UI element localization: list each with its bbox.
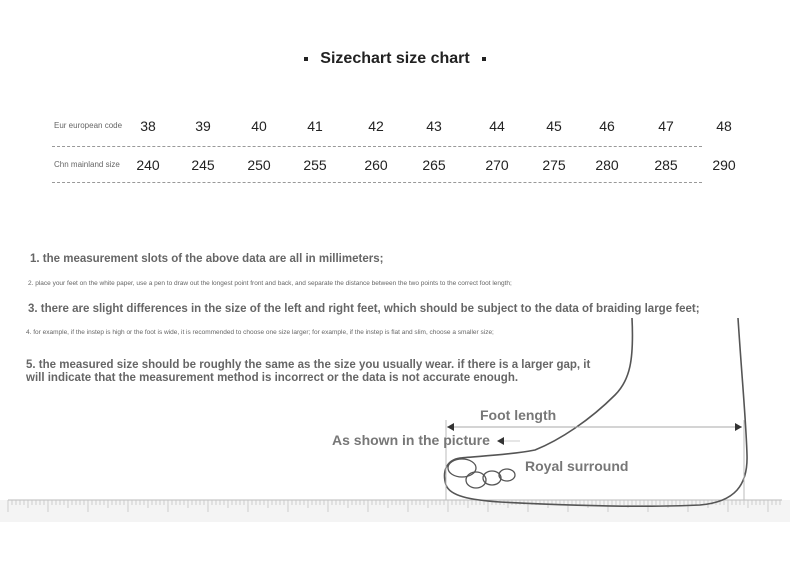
arrow-right-icon xyxy=(735,423,742,431)
chn-size-cell: 255 xyxy=(303,157,327,173)
eur-size-cell: 39 xyxy=(195,118,211,134)
chn-size-cell: 270 xyxy=(485,157,509,173)
chart-title-text: Sizechart size chart xyxy=(320,50,470,67)
chn-size-cell: 265 xyxy=(422,157,446,173)
eur-size-cell: 48 xyxy=(716,118,732,134)
arrow-left-icon xyxy=(497,437,504,445)
chn-size-cell: 250 xyxy=(247,157,271,173)
toe-shape xyxy=(448,459,476,477)
foot-length-label: Foot length xyxy=(480,407,557,423)
chn-size-cell: 275 xyxy=(542,157,566,173)
eur-size-cell: 46 xyxy=(599,118,615,134)
chn-size-cell: 280 xyxy=(595,157,619,173)
note-4: 4. for example, if the instep is high or the foot is wide, it is recommended to choose one size larger; for example, if the instep is flat and slim, choose a smaller size; xyxy=(26,329,494,336)
eur-size-cell: 38 xyxy=(140,118,156,134)
chn-size-cell: 260 xyxy=(364,157,388,173)
eur-row-label: Eur european code xyxy=(54,121,123,130)
royal-surround-label: Royal surround xyxy=(525,458,629,474)
chn-row-label: Chn mainland size xyxy=(54,160,120,169)
eur-size-cell: 41 xyxy=(307,118,323,134)
note-1: 1. the measurement slots of the above data are all in millimeters; xyxy=(30,253,384,265)
eur-size-cell: 43 xyxy=(426,118,442,134)
as-shown-label: As shown in the picture xyxy=(332,432,490,448)
eur-size-cell: 42 xyxy=(368,118,384,134)
chn-size-cell: 285 xyxy=(654,157,678,173)
note-5: 5. the measured size should be roughly the same as the size you usually wear. if there is a larger gap, it will indicate that the measurement method is incorrect or the data is not accurate enough. xyxy=(26,359,591,384)
eur-size-cell: 45 xyxy=(546,118,562,134)
toe-shape xyxy=(499,469,515,481)
eur-size-cell: 40 xyxy=(251,118,267,134)
chn-size-cell: 245 xyxy=(191,157,215,173)
chn-size-cell: 290 xyxy=(712,157,736,173)
chn-size-cell: 240 xyxy=(136,157,160,173)
ruler-band xyxy=(0,500,790,522)
eur-size-cell: 47 xyxy=(658,118,674,134)
arrow-left-icon xyxy=(447,423,454,431)
note-3: 3. there are slight differences in the size of the left and right feet, which should be subject to the data of braiding large feet; xyxy=(28,303,700,315)
eur-size-cell: 44 xyxy=(489,118,505,134)
note-2: 2. place your feet on the white paper, use a pen to draw out the longest point front and back, and separate the distance between the two points to the correct foot length; xyxy=(28,280,512,287)
